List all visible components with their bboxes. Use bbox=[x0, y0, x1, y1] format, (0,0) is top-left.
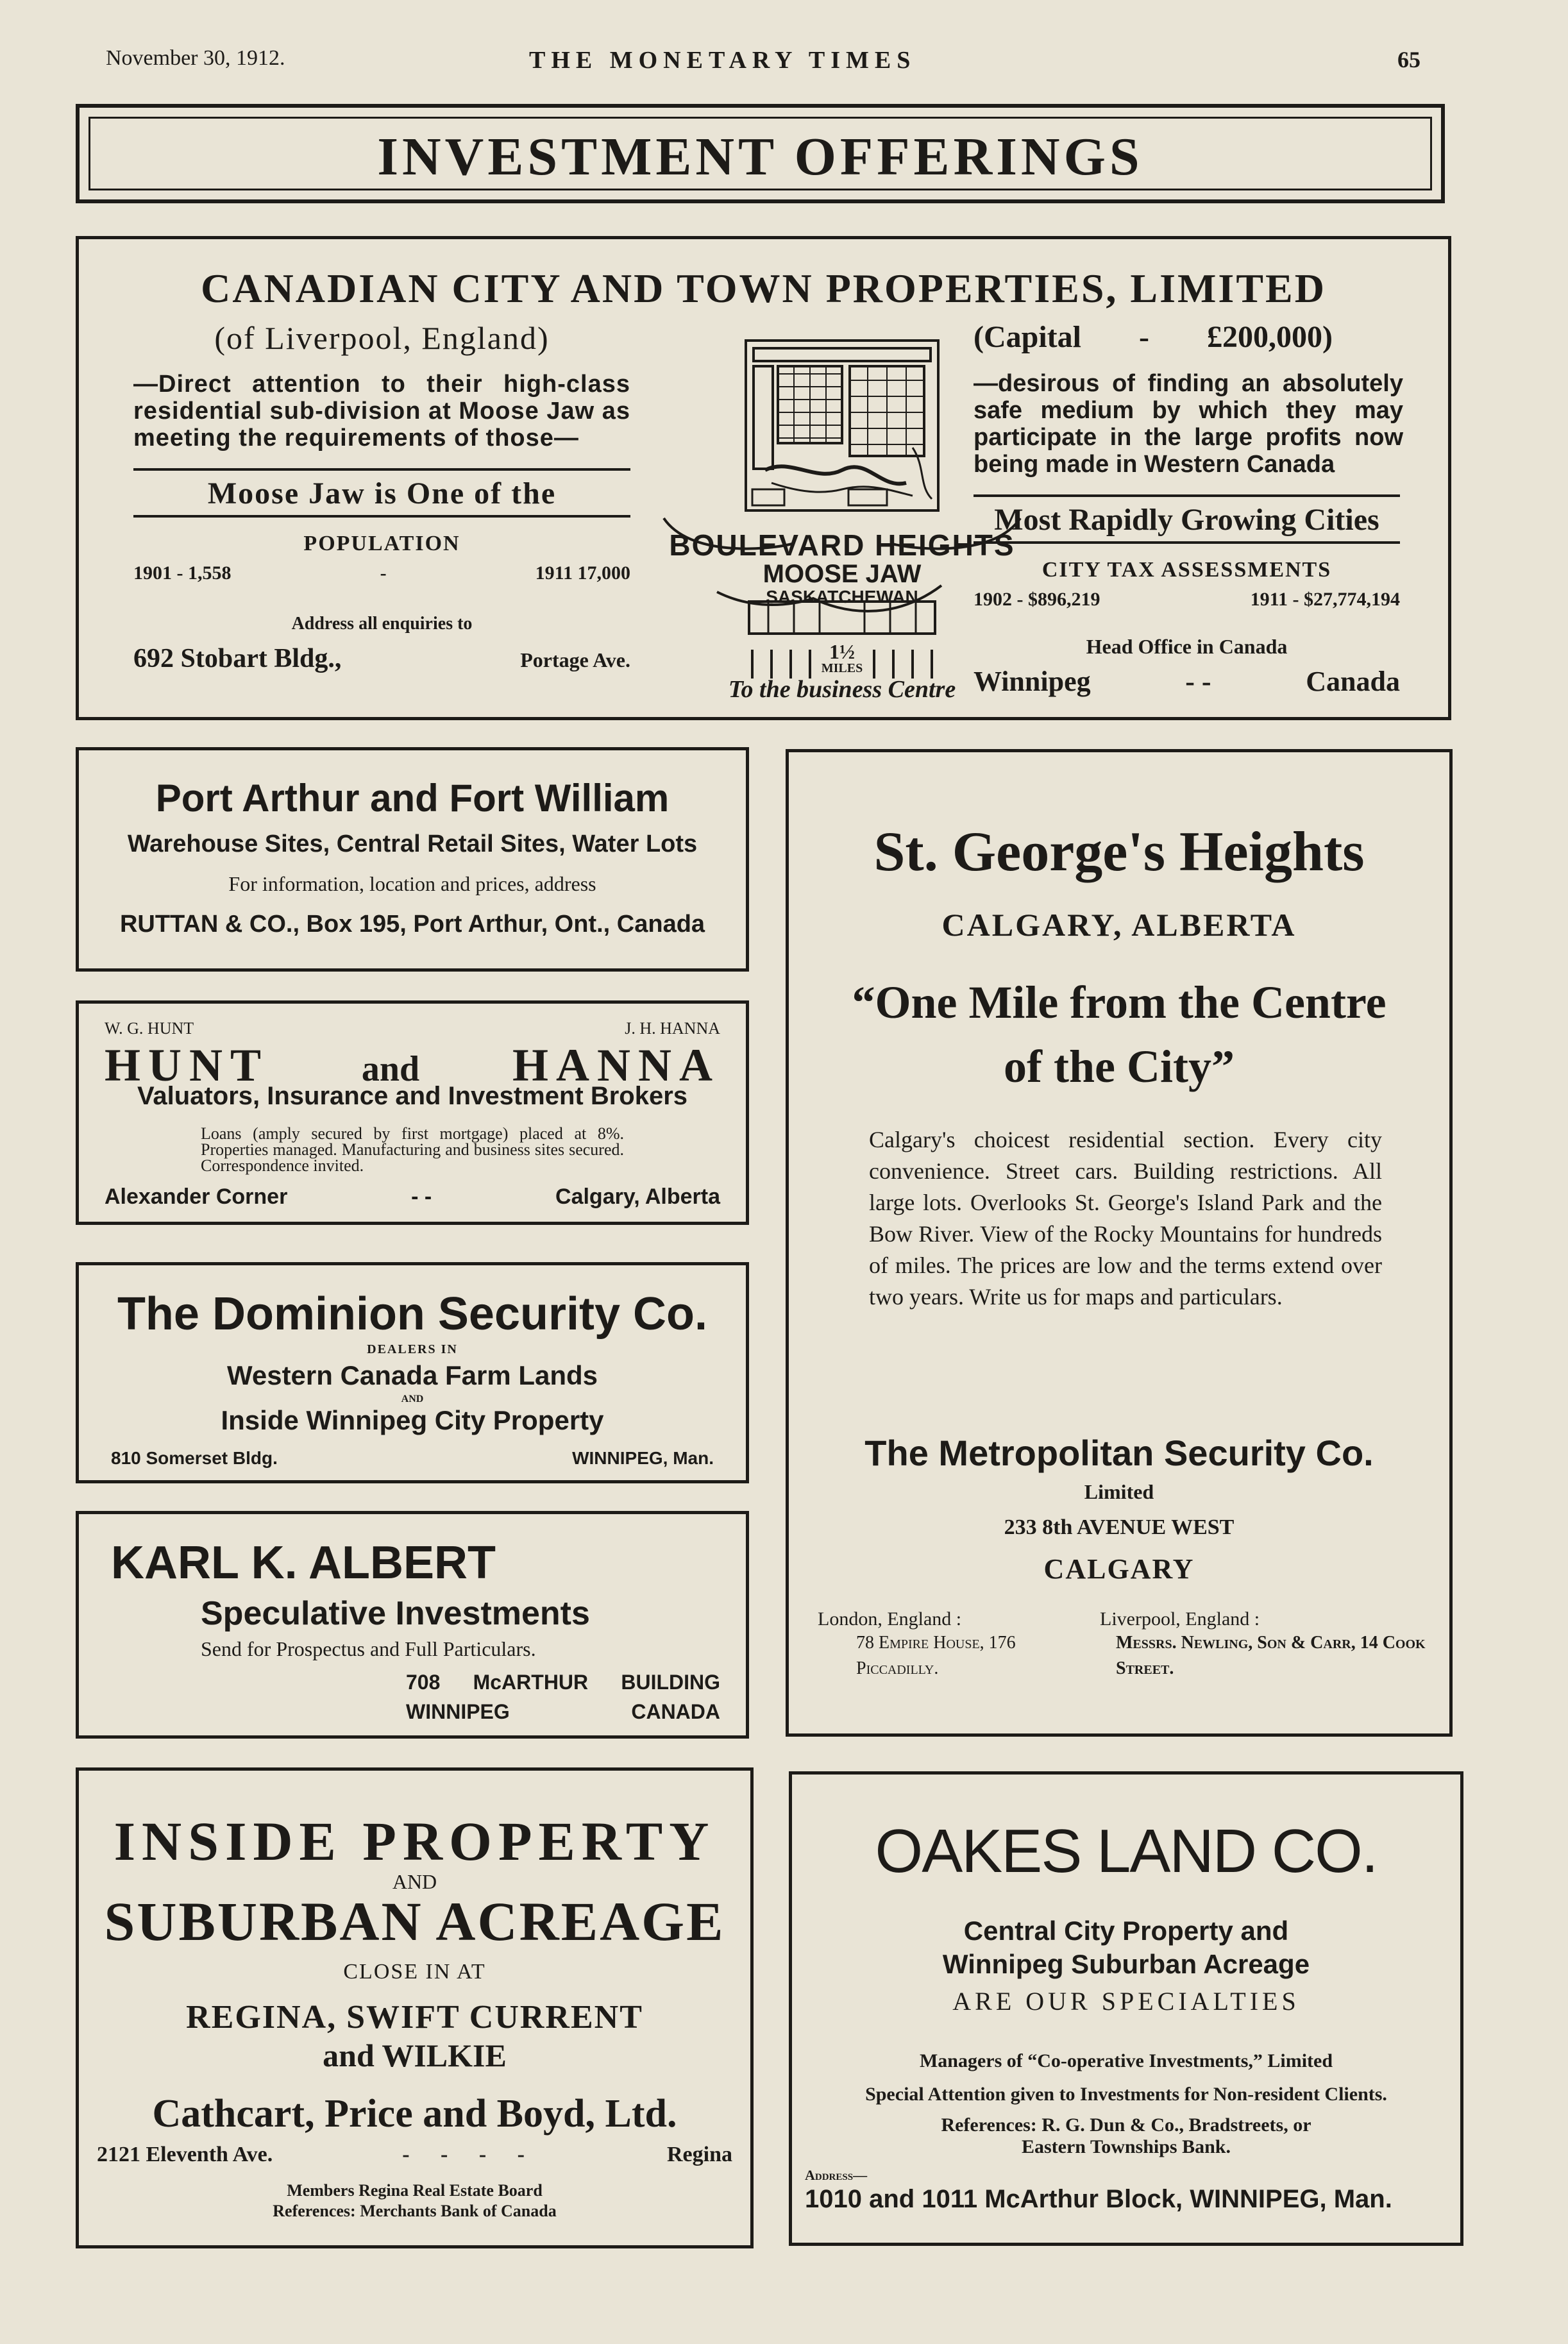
map-caption: To the business Centre bbox=[728, 676, 956, 703]
name-and: and bbox=[361, 1049, 420, 1089]
line-farm-lands: Western Canada Farm Lands bbox=[226, 1360, 598, 1390]
slogan: “One Mile from the Centre of the City” bbox=[852, 977, 1387, 1092]
head-office-label: Head Office in Canada bbox=[1086, 635, 1288, 658]
partner-left: W. G. HUNT bbox=[105, 1019, 194, 1038]
address-dash: - - - - bbox=[402, 2143, 537, 2166]
head-office-city: Winnipeg bbox=[974, 666, 1091, 697]
ad-title: CANADIAN CITY AND TOWN PROPERTIES, LIMITED bbox=[201, 266, 1326, 311]
and-label: AND bbox=[401, 1394, 424, 1404]
map-distance: 1½ bbox=[829, 640, 855, 663]
title-suburban-acreage: SUBURBAN ACREAGE bbox=[104, 1891, 725, 1952]
specialty-line-2: Winnipeg Suburban Acreage bbox=[942, 1949, 1310, 1979]
location: CALGARY, ALBERTA bbox=[941, 907, 1297, 943]
right-slogan: Most Rapidly Growing Cities bbox=[994, 503, 1379, 537]
ad-title: St. George's Heights bbox=[873, 821, 1365, 883]
members-line: Members Regina Real Estate Board bbox=[287, 2181, 543, 2200]
name-hunt: HUNT bbox=[105, 1040, 269, 1091]
capital-value: £200,000) bbox=[1207, 320, 1333, 354]
specialty-line-1: Central City Property and bbox=[963, 1916, 1289, 1946]
left-description: —Direct attention to their high-class residential sub-division at Moose Jaw as meeting the requirements of those— bbox=[133, 371, 630, 451]
ad-details: Loans (amply secured by first mortgage) placed at 8%. Properties managed. Manufacturing and business sites secured. Correspondence invited. bbox=[201, 1124, 624, 1175]
limited-label: Limited bbox=[1084, 1480, 1154, 1503]
london-office bbox=[818, 1608, 1087, 1682]
ad-karl-albert bbox=[76, 1511, 749, 1739]
head-office-line bbox=[974, 665, 1400, 698]
address: 810 Somerset Bldg. bbox=[111, 1448, 278, 1468]
ad-title: KARL K. ALBERT bbox=[111, 1537, 496, 1589]
contact-line: RUTTAN & CO., Box 195, Port Arthur, Ont., Canada bbox=[119, 911, 705, 938]
address-building: 692 Stobart Bldg., bbox=[133, 644, 342, 673]
head-office-dash: - - bbox=[1185, 666, 1211, 697]
send-for: Send for Prospectus and Full Particulars. bbox=[201, 1637, 536, 1660]
london-address: 78 Empire House, 176 Piccadilly. bbox=[856, 1633, 1016, 1678]
title-inside-property: INSIDE PROPERTY bbox=[114, 1810, 716, 1872]
address: Alexander Corner bbox=[105, 1185, 288, 1209]
info-line: For information, location and prices, address bbox=[228, 872, 596, 895]
map-name: BOULEVARD HEIGHTS bbox=[669, 528, 1015, 562]
population-figures bbox=[133, 562, 630, 584]
managers-line: Managers of “Co-operative Investments,” Limited bbox=[919, 2050, 1333, 2071]
address-line bbox=[133, 643, 630, 674]
liverpool-office bbox=[1077, 1608, 1437, 1682]
population-heading: POPULATION bbox=[303, 532, 460, 555]
specialties-label: ARE OUR SPECIALTIES bbox=[952, 1987, 1300, 2016]
ad-title: Port Arthur and Fort William bbox=[155, 777, 670, 820]
address-label: Address all enquiries to bbox=[291, 614, 473, 634]
country: CANADA bbox=[631, 1700, 720, 1723]
right-column bbox=[974, 319, 1471, 698]
ad-canadian-city-properties bbox=[76, 236, 1451, 720]
ad-hunt-and-hanna bbox=[76, 1000, 749, 1225]
london-label: London, England : bbox=[818, 1608, 962, 1630]
running-head bbox=[106, 46, 1420, 78]
boulevard-heights-map bbox=[656, 335, 1028, 714]
and-label: AND bbox=[392, 1870, 437, 1893]
ad-subtitle: Warehouse Sites, Central Retail Sites, Water Lots bbox=[127, 831, 698, 857]
map-city: MOOSE JAW bbox=[763, 560, 922, 588]
publication-title: THE MONETARY TIMES bbox=[529, 47, 916, 74]
head-office-country: Canada bbox=[1306, 666, 1400, 697]
liverpool-label: Liverpool, England : bbox=[1100, 1608, 1260, 1630]
address-label: Address— bbox=[805, 2167, 868, 2183]
street-address: 233 8th AVENUE WEST bbox=[1004, 1515, 1235, 1539]
tax-figures bbox=[974, 589, 1400, 611]
population-1901: 1901 - 1,558 bbox=[133, 562, 232, 584]
capital-dash: - bbox=[1139, 320, 1149, 354]
ad-dominion-security bbox=[76, 1262, 749, 1483]
line-city-property: Inside Winnipeg City Property bbox=[221, 1405, 604, 1435]
population-1911: 1911 17,000 bbox=[535, 562, 630, 584]
tax-heading: CITY TAX ASSESSMENTS bbox=[1041, 558, 1332, 582]
city: WINNIPEG, Man. bbox=[572, 1448, 714, 1468]
tax-1911: 1911 - $27,774,194 bbox=[1250, 589, 1400, 610]
capital-label: (Capital bbox=[974, 320, 1081, 354]
partner-right: J. H. HANNA bbox=[625, 1019, 720, 1038]
map-miles: MILES bbox=[821, 661, 863, 675]
address: 2121 Eleventh Ave. bbox=[97, 2143, 273, 2166]
ad-title: OAKES LAND CO. bbox=[875, 1817, 1378, 1885]
ad-title: The Dominion Security Co. bbox=[117, 1288, 708, 1340]
address-street: Portage Ave. bbox=[520, 648, 630, 671]
city: Calgary, Alberta bbox=[555, 1185, 720, 1209]
address-dash: - - bbox=[411, 1185, 432, 1209]
right-description: —desirous of finding an absolutely safe medium by which they may participate in the large profits now being made in Western Canada bbox=[974, 370, 1403, 478]
ad-subtitle: Speculative Investments bbox=[201, 1595, 590, 1632]
map-province: SASKATCHEWAN bbox=[766, 587, 918, 607]
close-in: CLOSE IN AT bbox=[343, 1960, 486, 1984]
left-slogan: Moose Jaw is One of the bbox=[207, 476, 557, 510]
address: 1010 and 1011 McArthur Block, WINNIPEG, Man. bbox=[805, 2185, 1392, 2213]
ad-st-georges-heights bbox=[786, 749, 1453, 1737]
left-column bbox=[133, 319, 630, 674]
references-line: References: R. G. Dun & Co., Bradstreets, or Eastern Townships Bank. bbox=[941, 2114, 1311, 2157]
references-line: References: Merchants Bank of Canada bbox=[273, 2202, 557, 2220]
issue-date: November 30, 1912. bbox=[106, 46, 285, 70]
liverpool-address: Messrs. Newling, Son & Carr, 14 Cook Street. bbox=[1116, 1633, 1426, 1678]
dealers-in: DEALERS IN bbox=[367, 1342, 458, 1356]
description: Calgary's choicest residential section. Every city convenience. Street cars. Building restrictions. All large lots. Overlooks St. George's Island Park and the Bow River. View of the Rocky Mountains for hundreds of miles. The prices are low and the terms extend over two years. Write us for maps and particulars. bbox=[869, 1127, 1382, 1310]
page-number: 65 bbox=[1397, 47, 1420, 72]
city: WINNIPEG bbox=[406, 1700, 510, 1723]
ad-inside-property bbox=[76, 1767, 754, 2248]
origin-line: (of Liverpool, England) bbox=[214, 320, 550, 356]
ad-oakes-land bbox=[789, 1771, 1463, 2246]
banner-title: INVESTMENT OFFERINGS bbox=[377, 127, 1143, 187]
city: CALGARY bbox=[1043, 1553, 1195, 1585]
company-name: The Metropolitan Security Co. bbox=[864, 1433, 1374, 1473]
ad-subtitle: Valuators, Insurance and Investment Brokers bbox=[137, 1082, 688, 1110]
city: Regina bbox=[667, 2143, 732, 2166]
company-name: Cathcart, Price and Boyd, Ltd. bbox=[152, 2092, 677, 2136]
name-hanna: HANNA bbox=[512, 1040, 720, 1091]
address-line: 708 McARTHUR BUILDING bbox=[406, 1671, 720, 1694]
cities-line-2: and WILKIE bbox=[323, 2037, 507, 2073]
section-banner bbox=[76, 104, 1445, 203]
population-dash: - bbox=[380, 562, 387, 584]
tax-1902: 1902 - $896,219 bbox=[974, 589, 1100, 610]
cities-line-1: REGINA, SWIFT CURRENT bbox=[186, 1999, 643, 2036]
attention-line: Special Attention given to Investments for Non-resident Clients. bbox=[865, 2084, 1387, 2105]
ad-port-arthur bbox=[76, 747, 749, 972]
